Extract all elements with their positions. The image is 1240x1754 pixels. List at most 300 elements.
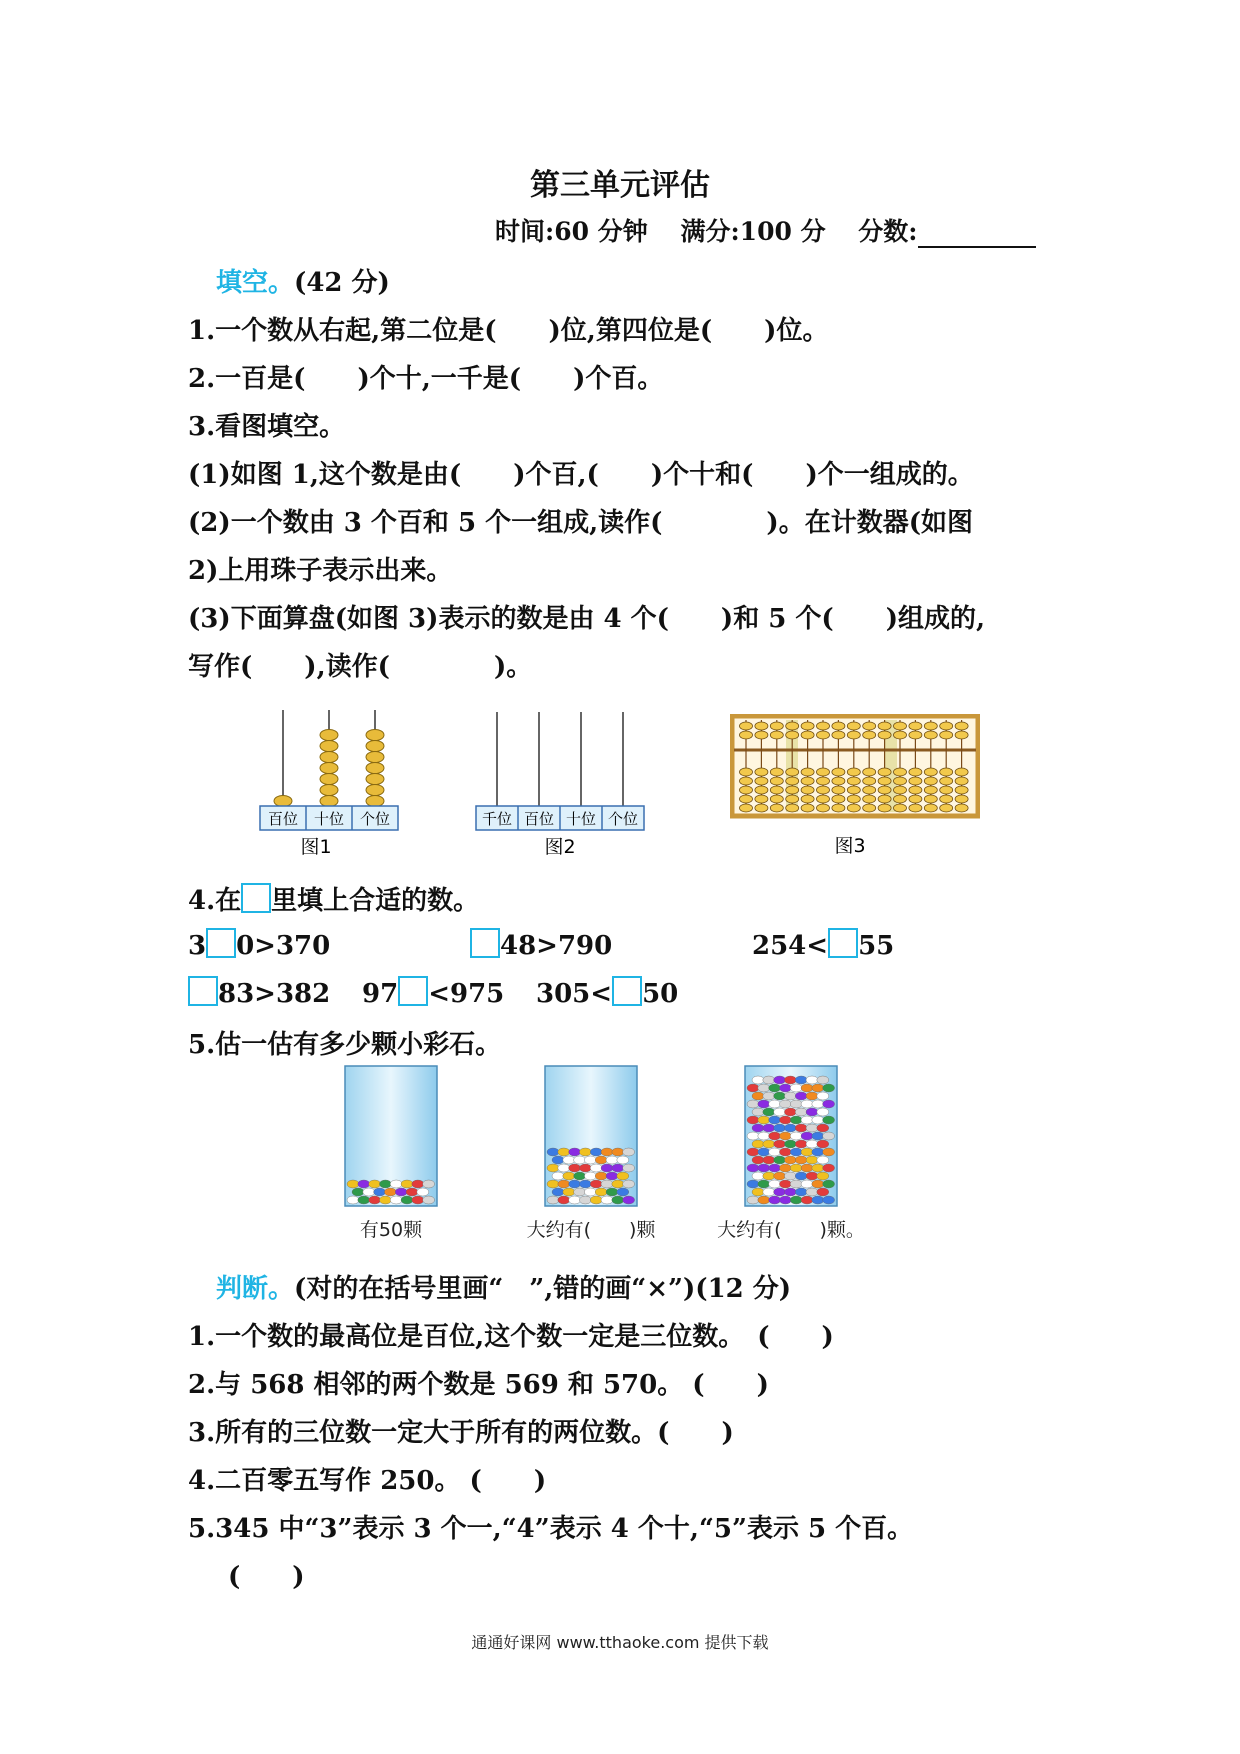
abacus-bead — [817, 786, 830, 794]
pebble — [374, 1188, 386, 1196]
fig3-caption: 图3 — [834, 835, 866, 857]
pebble — [779, 1132, 791, 1140]
pebble — [806, 1076, 818, 1084]
pebble — [806, 1156, 818, 1164]
abacus-bead — [847, 804, 860, 812]
pebble — [817, 1156, 829, 1164]
question-3-3a: (3)下面算盘(如图 3)表示的数是由 4 个( )和 5 个( )组成的, — [188, 604, 986, 634]
counter-bead — [320, 785, 338, 796]
abacus-bead — [847, 777, 860, 785]
pebble — [358, 1180, 370, 1188]
abacus-bead — [909, 768, 922, 776]
abacus-bead — [786, 786, 799, 794]
abacus-bead — [924, 777, 937, 785]
abacus-bead — [801, 786, 814, 794]
abacus-bead — [863, 722, 876, 730]
pebble — [747, 1196, 759, 1204]
abacus-bead — [909, 804, 922, 812]
pebble — [358, 1196, 370, 1204]
pebble — [384, 1188, 396, 1196]
pebble — [784, 1156, 796, 1164]
pebble — [774, 1124, 786, 1132]
pebble — [579, 1196, 591, 1204]
pebble — [752, 1108, 764, 1116]
pebble — [574, 1188, 586, 1196]
pebble — [769, 1148, 781, 1156]
pebble — [790, 1164, 802, 1172]
pebble — [752, 1140, 764, 1148]
pebble — [801, 1100, 813, 1108]
pebble — [795, 1140, 807, 1148]
pebble — [812, 1180, 824, 1188]
pebble — [595, 1156, 607, 1164]
pebble — [347, 1196, 359, 1204]
abacus-bead — [740, 777, 753, 785]
pebble — [779, 1148, 791, 1156]
abacus-bead — [740, 786, 753, 794]
pebble — [774, 1140, 786, 1148]
counter-bead — [366, 785, 384, 796]
pebble — [790, 1148, 802, 1156]
jar-2 — [527, 1066, 657, 1240]
pebble — [747, 1180, 759, 1188]
abacus-bead — [924, 722, 937, 730]
pebble — [569, 1196, 581, 1204]
pebble — [823, 1164, 835, 1172]
example-box — [241, 883, 271, 913]
pebble — [763, 1156, 775, 1164]
abacus-bead — [894, 804, 907, 812]
counter-bead — [320, 796, 338, 807]
answer-box[interactable] — [828, 928, 858, 958]
pebble — [379, 1180, 391, 1188]
abacus-bead — [786, 731, 799, 739]
pebble — [769, 1084, 781, 1092]
pebble — [763, 1092, 775, 1100]
pebble — [774, 1092, 786, 1100]
pebble — [758, 1132, 770, 1140]
pebble — [623, 1148, 635, 1156]
abacus-bead — [924, 795, 937, 803]
pebble — [574, 1156, 586, 1164]
pebble — [774, 1156, 786, 1164]
abacus-bead — [894, 768, 907, 776]
score-blank[interactable] — [918, 220, 1036, 248]
jar-1 — [345, 1066, 437, 1240]
pebble — [758, 1084, 770, 1092]
pebble — [763, 1108, 775, 1116]
score-label: 分数: — [858, 217, 918, 246]
fig1-caption: 图1 — [300, 836, 332, 856]
pebble — [601, 1196, 613, 1204]
abacus-bead — [940, 786, 953, 794]
abacus-bead — [955, 795, 968, 803]
abacus-bead — [801, 804, 814, 812]
pebble — [769, 1116, 781, 1124]
pebble — [763, 1140, 775, 1148]
pebble — [795, 1076, 807, 1084]
counter-bead — [366, 730, 384, 741]
pebble — [817, 1124, 829, 1132]
pebble — [401, 1180, 413, 1188]
abacus-bead — [863, 768, 876, 776]
abacus-bead — [817, 795, 830, 803]
section-judge — [216, 1268, 791, 1305]
abacus-bead — [894, 731, 907, 739]
pebble — [779, 1084, 791, 1092]
q4-item-6: 305< 50 — [536, 976, 678, 1009]
q4-item-2: 48>790 — [470, 928, 612, 961]
abacus-bead — [817, 768, 830, 776]
pebble — [412, 1180, 424, 1188]
pebble — [590, 1180, 602, 1188]
pebble — [774, 1108, 786, 1116]
abacus-bead — [801, 731, 814, 739]
pebble — [801, 1116, 813, 1124]
abacus-bead — [832, 777, 845, 785]
pebble — [558, 1148, 570, 1156]
abacus-bead — [924, 804, 937, 812]
pebble — [363, 1188, 375, 1196]
jar-caption: 有50颗 — [359, 1219, 423, 1240]
pebble — [758, 1196, 770, 1204]
section-fill-in — [216, 262, 390, 299]
pebble — [779, 1100, 791, 1108]
pebble — [758, 1148, 770, 1156]
fig1-label-tens: 十位 — [313, 810, 345, 828]
abacus-bead — [878, 731, 891, 739]
abacus-bead — [740, 768, 753, 776]
counter-bead — [366, 774, 384, 785]
pebble — [823, 1132, 835, 1140]
exam-meta — [495, 212, 1060, 248]
abacus-bead — [786, 777, 799, 785]
pebble — [752, 1092, 764, 1100]
pebble — [758, 1100, 770, 1108]
pebble — [547, 1164, 559, 1172]
page-title: 第三单元评估 — [530, 168, 710, 203]
pebble — [558, 1180, 570, 1188]
pebble — [812, 1084, 824, 1092]
section2-heading: 判断。 — [216, 1274, 295, 1304]
pebble — [747, 1084, 759, 1092]
pebble — [752, 1076, 764, 1084]
abacus-bead — [847, 768, 860, 776]
question-3: 3.看图填空。 — [188, 412, 346, 442]
pebble — [817, 1188, 829, 1196]
pebble — [579, 1164, 591, 1172]
question-2: 2.一百是( )个十,一千是( )个百。 — [188, 364, 664, 394]
abacus-bead — [770, 777, 783, 785]
abacus-bead — [817, 722, 830, 730]
pebble — [569, 1180, 581, 1188]
pebble — [590, 1164, 602, 1172]
full-score: 满分:100 分 — [680, 217, 826, 246]
pebble — [601, 1180, 613, 1188]
fig1-label-hundreds: 百位 — [267, 810, 299, 828]
pebble — [801, 1132, 813, 1140]
pebble — [801, 1196, 813, 1204]
pebble — [774, 1076, 786, 1084]
abacus-bead — [755, 804, 768, 812]
abacus-bead — [786, 768, 799, 776]
abacus-bead — [847, 722, 860, 730]
judge-5-paren[interactable]: ( ) — [228, 1562, 305, 1592]
pebble — [617, 1172, 629, 1180]
answer-box[interactable] — [398, 976, 428, 1006]
abacus-bead — [847, 795, 860, 803]
pebble — [747, 1148, 759, 1156]
pebble — [569, 1148, 581, 1156]
pebble — [352, 1188, 364, 1196]
pebble — [590, 1148, 602, 1156]
q4-item-4: 83>382 — [188, 976, 330, 1009]
pebble — [817, 1076, 829, 1084]
answer-box[interactable] — [206, 928, 236, 958]
pebble — [752, 1172, 764, 1180]
abacus-bead — [740, 731, 753, 739]
pebble — [558, 1196, 570, 1204]
abacus-bead — [894, 722, 907, 730]
pebble — [401, 1196, 413, 1204]
abacus-bead — [755, 786, 768, 794]
pebble — [823, 1116, 835, 1124]
pebble — [784, 1076, 796, 1084]
pebble — [812, 1116, 824, 1124]
pebble — [801, 1180, 813, 1188]
pebble — [584, 1188, 596, 1196]
abacus-bead — [940, 777, 953, 785]
pebble — [790, 1100, 802, 1108]
pebble — [790, 1084, 802, 1092]
counter-bead — [320, 730, 338, 741]
pebble — [795, 1124, 807, 1132]
pebble — [801, 1164, 813, 1172]
pebble — [823, 1084, 835, 1092]
abacus-bead — [817, 804, 830, 812]
pebble — [806, 1124, 818, 1132]
fig2-label-tens: 十位 — [565, 810, 597, 828]
pebble — [563, 1156, 575, 1164]
abacus-bead — [786, 722, 799, 730]
abacus-bead — [863, 795, 876, 803]
pebble — [817, 1140, 829, 1148]
abacus-bead — [832, 804, 845, 812]
judge-1: 1.一个数的最高位是百位,这个数一定是三位数。 ( ) — [188, 1322, 834, 1352]
pebble — [795, 1188, 807, 1196]
abacus-bead — [832, 786, 845, 794]
pebble — [623, 1196, 635, 1204]
abacus-bead — [909, 777, 922, 785]
judge-4: 4.二百零五写作 250。 ( ) — [188, 1466, 547, 1496]
abacus-bead — [832, 731, 845, 739]
pebble — [790, 1180, 802, 1188]
pebble — [763, 1188, 775, 1196]
figure-1-counter — [256, 706, 406, 856]
abacus-bead — [955, 722, 968, 730]
pebble — [612, 1196, 624, 1204]
pebble — [795, 1156, 807, 1164]
abacus-bead — [863, 786, 876, 794]
abacus-bead — [955, 777, 968, 785]
abacus-bead — [955, 786, 968, 794]
fig1-rods — [274, 710, 384, 807]
pebble — [823, 1148, 835, 1156]
question-3-2a: (2)一个数由 3 个百和 5 个一组成,读作( )。在计数器(如图 — [188, 508, 974, 538]
counter-bead — [320, 741, 338, 752]
abacus-bead — [955, 768, 968, 776]
q4-item-1: 3 0>370 — [188, 928, 330, 961]
jar-3 — [717, 1066, 865, 1240]
abacus-bead — [909, 795, 922, 803]
abacus-bead — [863, 777, 876, 785]
pebble — [752, 1156, 764, 1164]
pebble — [763, 1172, 775, 1180]
answer-box[interactable] — [612, 976, 642, 1006]
pebble — [812, 1132, 824, 1140]
abacus-bead — [940, 804, 953, 812]
pebble — [784, 1172, 796, 1180]
abacus-bead — [801, 795, 814, 803]
abacus-bead — [878, 722, 891, 730]
pebble — [552, 1156, 564, 1164]
pebble — [747, 1116, 759, 1124]
pebble — [747, 1132, 759, 1140]
abacus-bead — [878, 768, 891, 776]
pebble — [806, 1108, 818, 1116]
section2-rest: (对的在括号里画“ ”,错的画“×”)(12 分) — [294, 1274, 792, 1304]
counter-bead — [366, 752, 384, 763]
pebble — [579, 1148, 591, 1156]
pebble — [617, 1188, 629, 1196]
pebble — [390, 1196, 402, 1204]
pebble — [752, 1124, 764, 1132]
pebble — [590, 1196, 602, 1204]
pebble — [806, 1188, 818, 1196]
pebble — [795, 1172, 807, 1180]
abacus-bead — [755, 777, 768, 785]
pebble — [758, 1164, 770, 1172]
section-points: (42 分) — [294, 268, 390, 298]
pebble — [784, 1124, 796, 1132]
jar-caption: 大约有( )颗 — [526, 1219, 656, 1240]
pebble — [823, 1180, 835, 1188]
abacus-bead — [755, 795, 768, 803]
fig2-caption: 图2 — [544, 836, 576, 856]
pebble — [563, 1188, 575, 1196]
abacus-bead — [755, 722, 768, 730]
section-heading: 填空。 — [216, 268, 295, 298]
pebble — [817, 1092, 829, 1100]
pebble — [795, 1108, 807, 1116]
abacus-bead — [878, 804, 891, 812]
pebble — [606, 1188, 618, 1196]
abacus-bead — [832, 795, 845, 803]
pebble — [558, 1164, 570, 1172]
q4-item-5: 97 <975 — [362, 976, 504, 1009]
pebble — [806, 1172, 818, 1180]
pebble — [812, 1148, 824, 1156]
figure-3-abacus — [730, 714, 980, 858]
abacus-bead — [832, 722, 845, 730]
pebble — [617, 1156, 629, 1164]
counter-bead — [274, 796, 292, 807]
abacus-bead — [894, 786, 907, 794]
abacus-bead — [817, 777, 830, 785]
abacus-bead — [770, 804, 783, 812]
abacus-bead — [755, 768, 768, 776]
answer-box[interactable] — [188, 976, 218, 1006]
pebble — [790, 1196, 802, 1204]
pebble — [823, 1100, 835, 1108]
pebble — [817, 1172, 829, 1180]
pebble — [769, 1196, 781, 1204]
abacus-bead — [755, 731, 768, 739]
q4-intro-a: 4.在 — [188, 886, 242, 916]
abacus-bead — [832, 768, 845, 776]
judge-3: 3.所有的三位数一定大于所有的两位数。( ) — [188, 1418, 734, 1448]
abacus-bead — [924, 768, 937, 776]
abacus-bead — [894, 777, 907, 785]
abacus-bead — [740, 804, 753, 812]
fig1-label-ones: 个位 — [359, 810, 391, 828]
pebble — [584, 1156, 596, 1164]
abacus-bead — [786, 804, 799, 812]
abacus-bead — [801, 722, 814, 730]
pebble — [612, 1148, 624, 1156]
judge-5: 5.345 中“3”表示 3 个一,“4”表示 4 个十,“5”表示 5 个百。 — [188, 1514, 914, 1544]
pebble — [595, 1188, 607, 1196]
pebble — [612, 1180, 624, 1188]
pebble — [569, 1164, 581, 1172]
pebble — [784, 1140, 796, 1148]
pebble — [606, 1156, 618, 1164]
pebble — [801, 1084, 813, 1092]
abacus-bead — [770, 795, 783, 803]
fig2-label-ones: 个位 — [607, 810, 639, 828]
abacus-bead — [770, 768, 783, 776]
pebble — [823, 1196, 835, 1204]
abacus-bead — [801, 777, 814, 785]
jar-caption: 大约有( )颗。 — [717, 1219, 865, 1240]
pebble — [806, 1092, 818, 1100]
pebble — [369, 1180, 381, 1188]
counter-bead — [366, 741, 384, 752]
abacus-bead — [878, 777, 891, 785]
pebble — [379, 1196, 391, 1204]
pebble — [563, 1172, 575, 1180]
counter-bead — [320, 752, 338, 763]
q4-intro-b: 里填上合适的数。 — [271, 886, 480, 916]
pebble — [817, 1108, 829, 1116]
pebble — [595, 1172, 607, 1180]
pebble — [752, 1188, 764, 1196]
abacus-bead — [955, 731, 968, 739]
answer-box[interactable] — [470, 928, 500, 958]
abacus-bead — [878, 795, 891, 803]
question-1: 1.一个数从右起,第二位是( )位,第四位是( )位。 — [188, 316, 829, 346]
judge-2: 2.与 568 相邻的两个数是 569 和 570。 ( ) — [188, 1370, 769, 1400]
figure-2-counter[interactable] — [470, 706, 660, 856]
abacus-bead — [863, 804, 876, 812]
abacus-bead — [878, 786, 891, 794]
pebble — [747, 1100, 759, 1108]
pebble — [406, 1188, 418, 1196]
pebble — [784, 1108, 796, 1116]
pebble — [747, 1164, 759, 1172]
pebble — [417, 1188, 429, 1196]
pebble — [623, 1180, 635, 1188]
